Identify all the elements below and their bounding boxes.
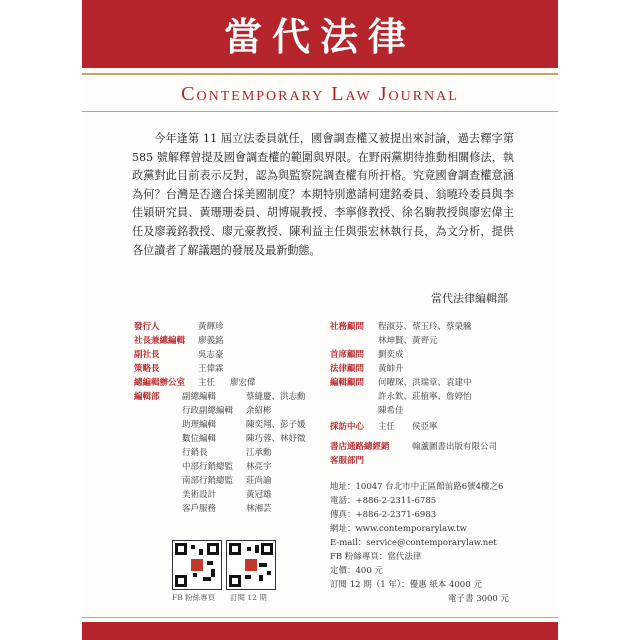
staff-name: 莊尚諭 (246, 476, 272, 486)
contact-website: 網址：www.contemporarylaw.tw (330, 524, 467, 534)
staff-value: 黃帥升 (378, 364, 404, 374)
staff-value: 數位編輯 (182, 434, 217, 444)
contact-address: 地址：10047 台北市中正區館前路6號4樓之6 (330, 482, 504, 492)
staff-name: 陳奕翔、彭子媛 (246, 420, 306, 430)
staff-name: 林湘芸 (246, 504, 272, 514)
divider (82, 73, 558, 75)
staff-label: 發行人 (134, 322, 160, 332)
staff-value: 黃輝珍 (198, 322, 224, 332)
contact-email: E-mail：service@contemporarylaw.net (330, 538, 497, 548)
staff-value: 翰蘆圖書出版有限公司 (412, 442, 498, 452)
staff-name: 廖宏偉 (230, 378, 256, 388)
staff-value: 許永欽、莊植寧、詹婷怡 (378, 392, 472, 402)
divider (82, 617, 558, 618)
staff-value: 行銷長 (182, 448, 208, 458)
divider (82, 111, 558, 112)
editorial-signature: 當代法律編輯部 (431, 292, 508, 305)
staff-value: 副總編輯 (182, 392, 217, 402)
staff-value: 何曜琛、洪瑞章、袁建中 (378, 378, 472, 388)
staff-label: 社長兼總編輯 (134, 336, 186, 346)
staff-value: 南部行銷總監 (182, 476, 234, 486)
staff-value: 美術設計 (182, 490, 217, 500)
journal-title-zh: 當代法律 (223, 14, 416, 59)
title-banner (82, 0, 558, 68)
bottom-band (82, 622, 558, 640)
subscribe-qr-caption: 訂閱 12 期 (230, 593, 267, 602)
staff-value: 劉奕成 (378, 350, 404, 360)
staff-name: 黃冠雄 (246, 490, 272, 500)
staff-name: 林亮宇 (246, 462, 272, 472)
staff-value: 程淑芬、蔡玉玲、蔡榮騰 (378, 322, 472, 332)
staff-label: 社務顧問 (330, 322, 365, 332)
fb-qr-caption: FB 粉絲專頁 (172, 593, 216, 602)
staff-label: 首席顧問 (330, 350, 365, 360)
staff-value: 行政副總編輯 (182, 406, 234, 416)
staff-name: 陳巧蓉、林妤徵 (246, 434, 306, 444)
fb-qr-code (172, 540, 222, 590)
staff-label: 編輯部 (134, 392, 160, 402)
staff-value: 主任 侯亞寧 (378, 422, 438, 432)
contact-phone: 電話：+886-2-2311-6785 (330, 496, 437, 506)
subscribe-qr-code (226, 540, 276, 590)
staff-value: 陳希佳 (378, 406, 404, 416)
staff-name: 余紹彬 (246, 406, 272, 416)
staff-label: 編輯顧問 (330, 378, 365, 388)
staff-label: 策略長 (134, 364, 160, 374)
staff-label: 採訪中心 (330, 422, 365, 432)
price: 定價：400 元 (330, 566, 383, 576)
staff-label: 總編輯辦公室 (134, 378, 186, 388)
staff-label: 副社長 (134, 350, 160, 360)
staff-value: 林坤賢、黃齊元 (378, 336, 438, 346)
staff-value: 主任 (198, 378, 216, 388)
staff-value: 王偉霖 (198, 364, 224, 374)
subscription-ebook: 電子書 3000 元 (448, 594, 510, 604)
staff-name: 江承勳 (246, 448, 272, 458)
staff-value: 中部行銷總監 (182, 462, 234, 472)
staff-value: 客戶服務 (182, 504, 217, 514)
staff-value: 助理編輯 (182, 420, 217, 430)
contact-fax: 傳真：+886-2-2371-6983 (330, 510, 437, 520)
staff-value: 廖義銘 (198, 336, 224, 346)
journal-title-en: Contemporary Law Journal (181, 83, 459, 105)
staff-label: 法律顧問 (330, 364, 365, 374)
staff-name: 蔡縫慶、洪志勳 (246, 392, 306, 402)
staff-label: 客服部門 (330, 456, 365, 466)
staff-value: 吳志豪 (198, 350, 224, 360)
contact-fb: FB 粉絲專頁：當代法律 (330, 552, 422, 562)
subscription-paper: 訂閱 12 期（1 年）：優惠 紙本 4000 元 (330, 580, 482, 590)
staff-label: 書店通路總經銷 (330, 442, 390, 452)
page (82, 0, 558, 640)
editorial-paragraph: 今年逢第 11 屆立法委員就任，國會調查權又被提出來討論，過去釋字第 585 號解釋曾提及國會調查權的範圍與界限。在野兩黨期待推動相關修法，執政黨對此目前表示反對，認為與監察院調查權有所扞格。究竟國會調查權意涵為何？台灣是否適合採美國制度？本期特別邀請柯建銘委員、翁曉玲委員與李佳穎研究員、黃珊珊委員、胡博硯教授、李寧修教授、徐名駒教授與廖宏偉主任及廖義銘教授、廖元豪教授、陳利益主任與張宏林執行長，為文分析，提供各位讀者了解議題的發展及最新動態。 (132, 132, 514, 257)
